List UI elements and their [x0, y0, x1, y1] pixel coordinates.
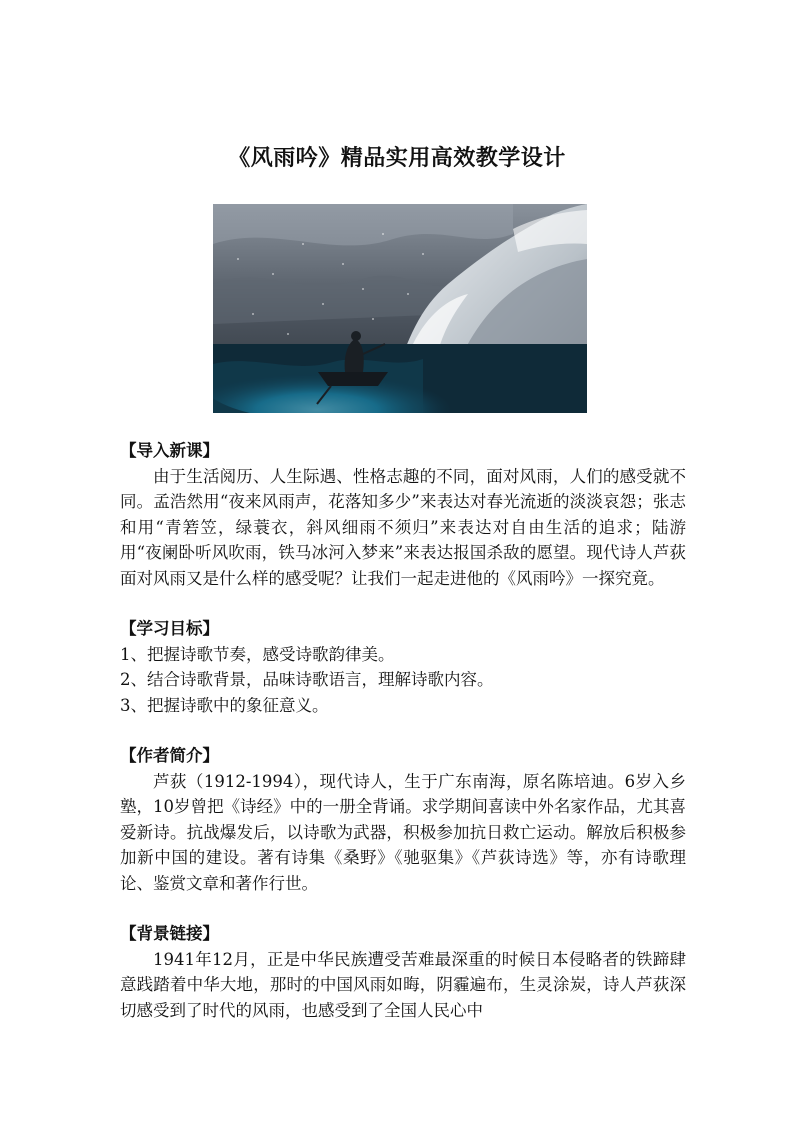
background-paragraph: 1941年12月，正是中华民族遭受苦难最深重的时候日本侵略者的铁蹄肆意践踏着中华大地，那时的中国风雨如晦，阴霾遍布，生灵涂炭，诗人芦荻深切感受到了时代的风雨，也感受到了全国人民心中 — [120, 949, 686, 1020]
background-heading: 【背景链接】 — [120, 924, 219, 943]
intro-heading: 【导入新课】 — [120, 441, 219, 460]
section-gap — [120, 896, 686, 921]
intro-paragraph: 由于生活阅历、人生际遇、性格志趣的不同，面对风雨，人们的感受就不同。孟浩然用“夜来风雨声，花落知多少”来表达对春光流逝的淡淡哀怨；张志和用“青箬笠，绿蓑衣，斜风细雨不须归”来表达对自由生活的追求；陆游用“夜阑卧听风吹雨，铁马冰河入梦来”来表达报国杀敌的愿望。现代诗人芦荻面对风雨又是什么样的感受呢？让我们一起走进他的《风雨吟》一探究竟。 — [120, 466, 686, 588]
section-gap — [120, 591, 686, 616]
lesson-content — [120, 438, 686, 1023]
page-title: 《风雨吟》精品实用高效教学设计 — [228, 145, 566, 171]
storm-sea-image — [213, 204, 587, 413]
goal-item-2: 2、结合诗歌背景，品味诗歌语言，理解诗歌内容。 — [120, 670, 494, 689]
goal-item-1: 1、把握诗歌节奏，感受诗歌韵律美。 — [120, 644, 395, 664]
section-gap — [120, 718, 686, 743]
storm-sea-illustration — [213, 204, 587, 413]
goals-heading: 【学习目标】 — [120, 619, 219, 638]
author-paragraph: 芦荻（1912-1994），现代诗人，生于广东南海，原名陈培迪。6岁入乡塾，10岁曾把《诗经》中的一册全背诵。求学期间喜读中外名家作品，尤其喜爱新诗。抗战爆发后，以诗歌为武器，积极参加抗日救亡运动。解放后积极参加新中国的建设。著有诗集《桑野》《驰驱集》《芦荻诗选》等，亦有诗歌理论、鉴赏文章和著作行世。 — [120, 771, 686, 893]
goal-item-3: 3、把握诗歌中的象征意义。 — [120, 695, 329, 715]
author-heading: 【作者简介】 — [120, 746, 219, 765]
